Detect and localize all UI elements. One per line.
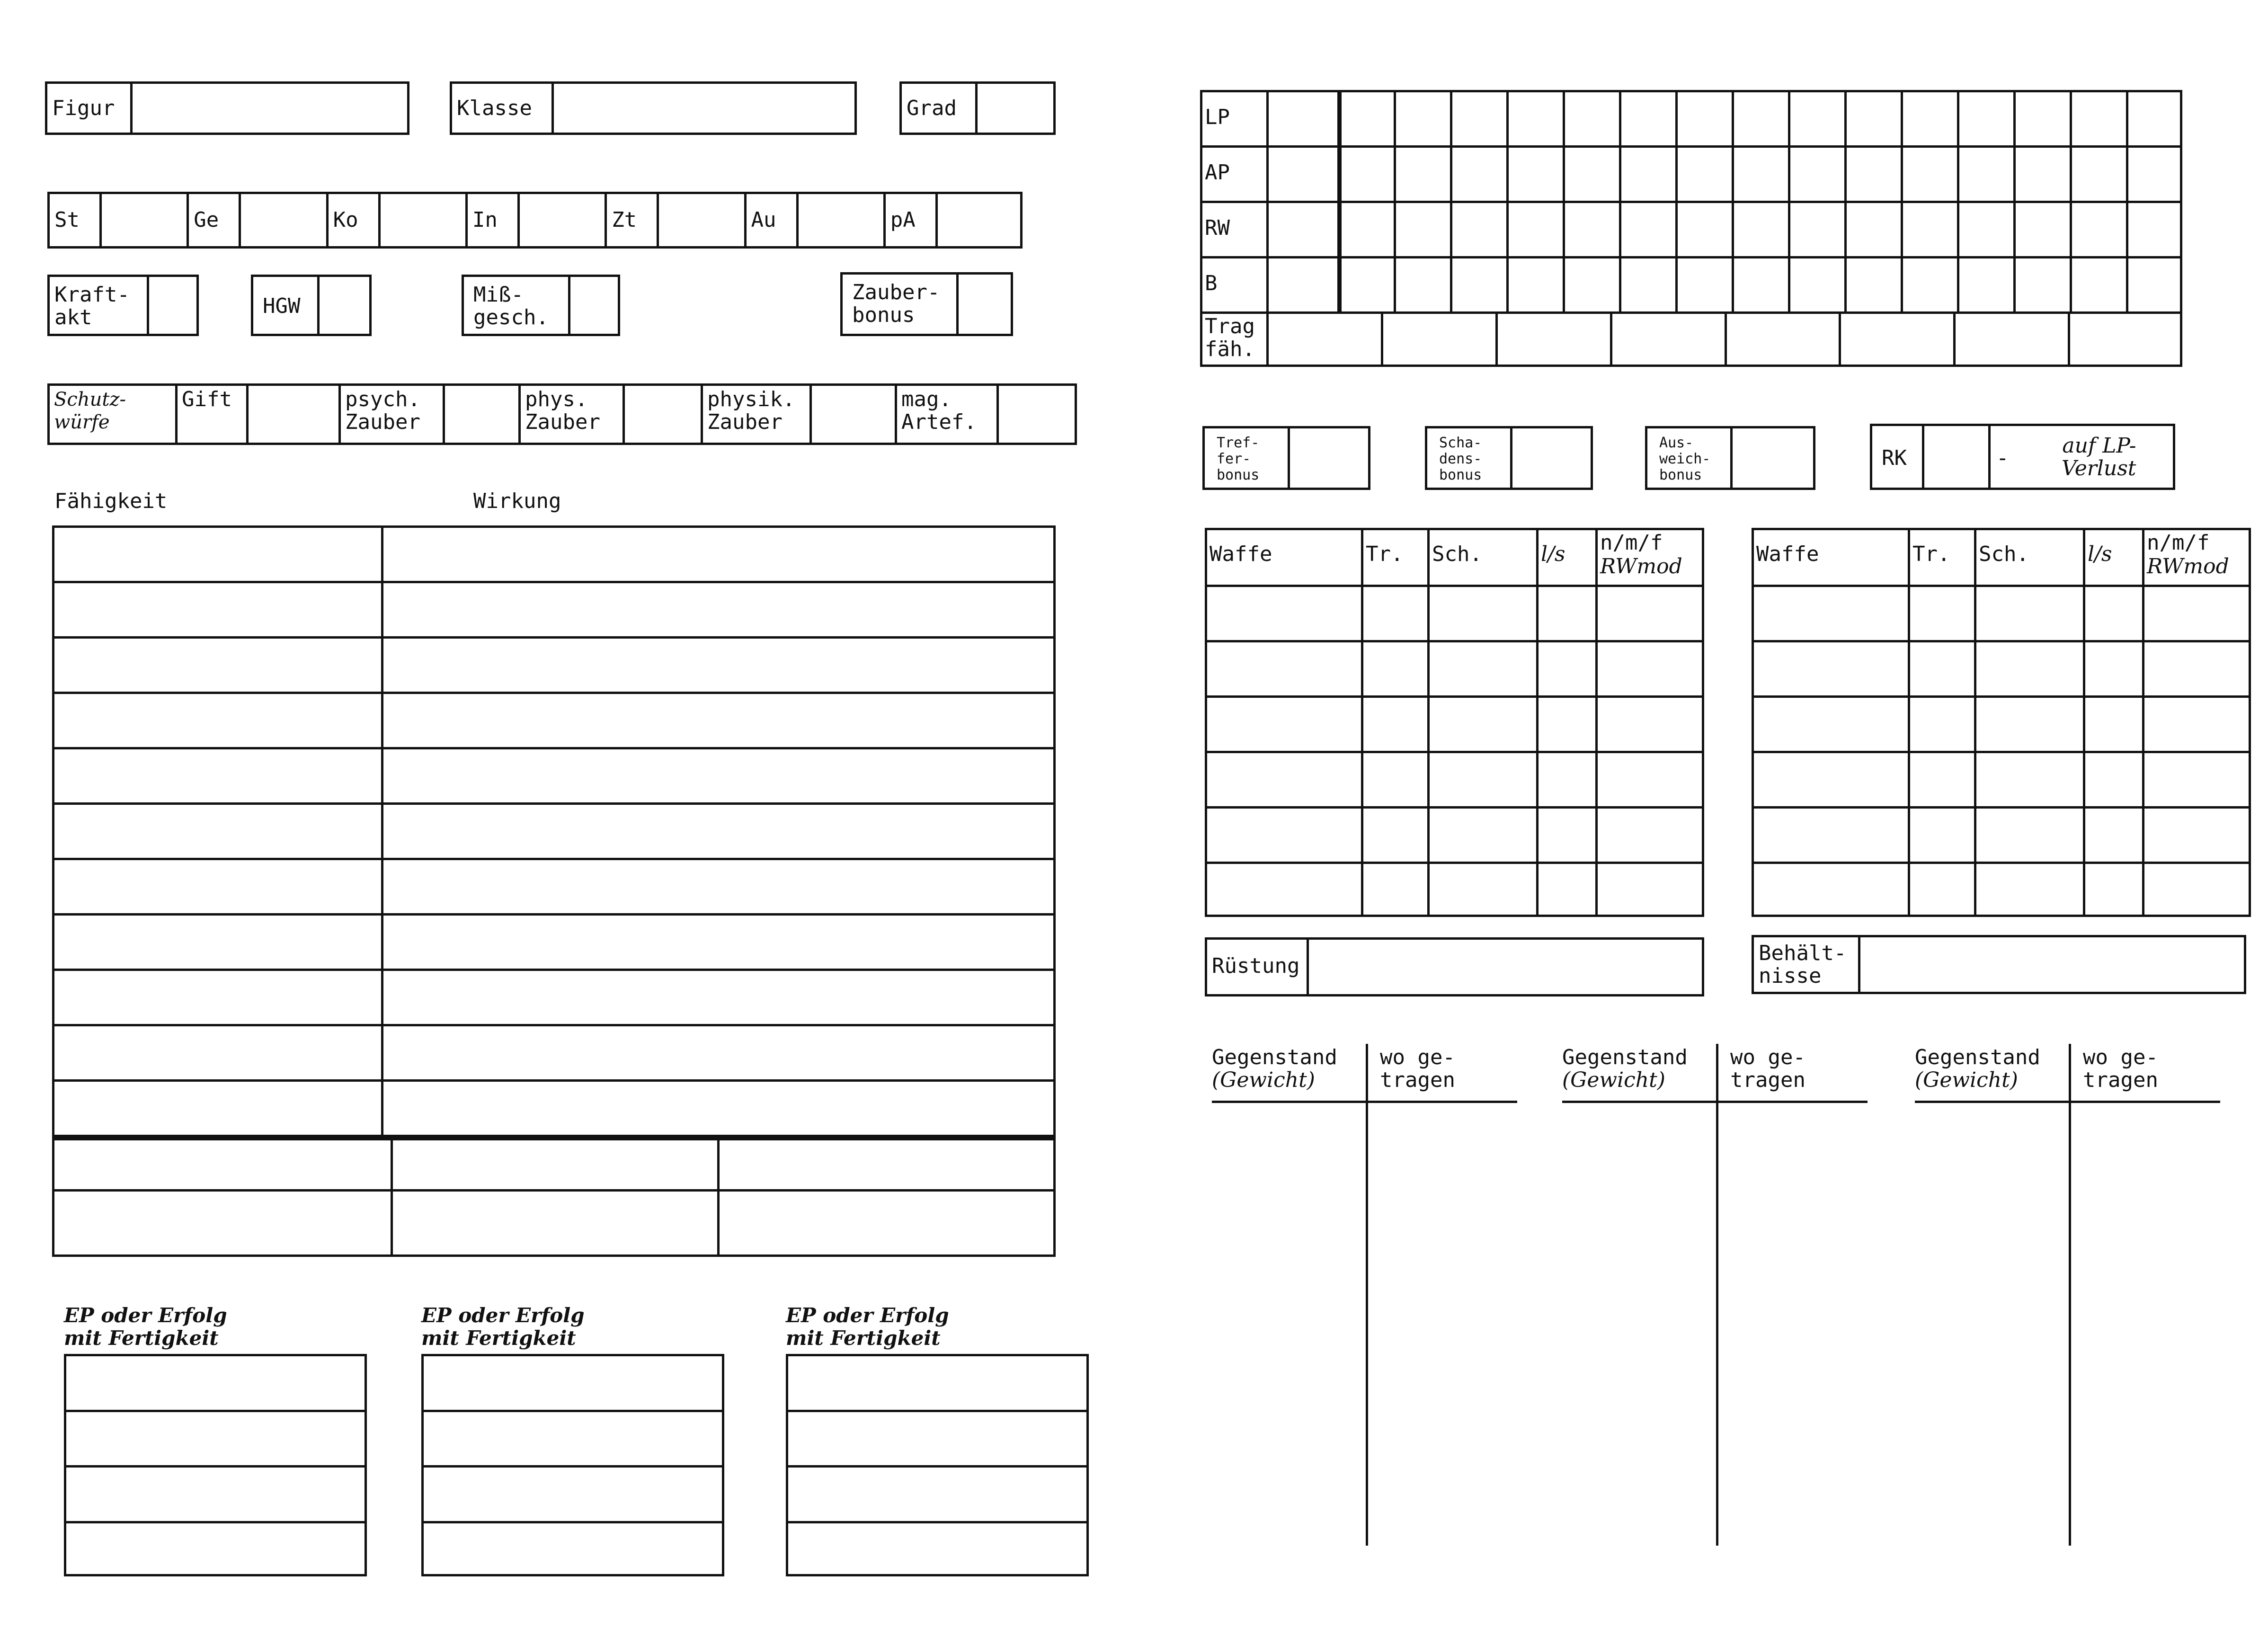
row-line [1752, 806, 2251, 809]
weapon-cell[interactable] [1754, 864, 1905, 914]
weapon-cell[interactable] [1208, 643, 1358, 693]
ausweichbonus-field[interactable] [1645, 426, 1815, 490]
stat-value[interactable] [1269, 314, 1335, 365]
weapon-cell[interactable] [1754, 643, 1905, 693]
row-line [421, 1521, 724, 1523]
weapon-cell[interactable] [1598, 754, 1701, 803]
divider [1732, 90, 1734, 311]
row-line [1205, 862, 1704, 864]
weapon-cell[interactable] [1598, 643, 1701, 693]
row-line [1205, 695, 1704, 698]
save-value-mag-artef[interactable] [999, 383, 1075, 445]
divider [1288, 428, 1290, 488]
divider [605, 192, 607, 249]
divider [1394, 90, 1396, 311]
ep-label: EP oder Erfolg mit Fertigkeit [786, 1304, 949, 1350]
row-line [64, 1521, 367, 1523]
stat-value[interactable] [1269, 258, 1335, 309]
attribute-value-au[interactable] [799, 192, 881, 249]
weapon-col-waffe: Waffe [1756, 542, 1819, 566]
figur-label: Figur [52, 96, 115, 120]
row-line [1200, 311, 2182, 314]
weapon-col-nmf: n/m/f [2147, 531, 2210, 555]
stat-label: B [1205, 271, 1218, 295]
inv-wo-getragen-label: wo ge- tragen [2083, 1045, 2158, 1092]
skill-effect-cell[interactable] [384, 749, 1052, 801]
divider [1307, 940, 1309, 994]
weapon-cell[interactable] [1364, 864, 1424, 914]
skill-effect-cell[interactable] [384, 528, 1052, 579]
inv-gegenstand-label: Gegenstand [1212, 1045, 1337, 1069]
inv-gegenstand-label: Gegenstand [1562, 1045, 1688, 1069]
weapon-col-sch: Sch. [1979, 542, 2029, 566]
col-effect-header: Wirkung [473, 489, 561, 513]
weapon-cell[interactable] [1539, 698, 1592, 748]
divider [1619, 90, 1621, 311]
save-label-psych-zauber: psych. Zauber [345, 387, 420, 434]
divider [175, 383, 178, 445]
divider [1381, 311, 1383, 367]
save-label-physik-zauber: physik. Zauber [707, 387, 795, 434]
row-line [786, 1465, 1089, 1468]
divider [381, 525, 383, 1137]
weapon-cell[interactable] [2086, 864, 2139, 914]
attribute-label: Ge [194, 208, 219, 232]
inv-wo-getragen-label: wo ge- tragen [1380, 1045, 1455, 1092]
weapon-cell[interactable] [1208, 698, 1358, 748]
divider [391, 1135, 393, 1257]
stat-value[interactable] [1269, 92, 1335, 143]
divider [2070, 90, 2072, 311]
skill-ability-cell[interactable] [54, 1026, 379, 1078]
inv-wo-getragen-label: wo ge- tragen [1730, 1045, 1806, 1092]
attribute-value-ge[interactable] [241, 192, 323, 249]
divider [2068, 311, 2070, 367]
divider [568, 277, 570, 334]
divider [1788, 90, 1790, 311]
zauberbonus-label: Zauber- bonus [852, 280, 940, 327]
kraftakt-label: Kraft- akt [54, 283, 130, 329]
weapon-cell[interactable] [1911, 809, 1971, 859]
col-ability-header: Fähigkeit [54, 489, 168, 513]
skill-ability-cell[interactable] [54, 916, 379, 967]
skill-ability-cell[interactable] [54, 694, 379, 746]
weapon-cell[interactable] [1977, 809, 2080, 859]
stat-label: AP [1205, 160, 1230, 185]
skill-ability-cell[interactable] [54, 971, 379, 1023]
divider [1922, 426, 1924, 488]
row-line [421, 1465, 724, 1468]
weapon-cell[interactable] [1754, 809, 1905, 859]
row-line [1205, 751, 1704, 753]
row-line [1200, 256, 2182, 258]
skill-effect-cell[interactable] [384, 1026, 1052, 1078]
skill-ability-cell[interactable] [54, 860, 379, 912]
weapon-cell[interactable] [1430, 809, 1533, 859]
attribute-value-pa[interactable] [938, 192, 1020, 249]
klasse-label: Klasse [457, 96, 532, 120]
divider [1337, 90, 1342, 311]
divider [1957, 90, 1959, 311]
weapon-cell[interactable] [1754, 698, 1905, 748]
divider [1366, 1044, 1368, 1546]
divider [2069, 1044, 2071, 1546]
weapon-cell[interactable] [2086, 587, 2139, 637]
divider [326, 192, 329, 249]
skill-effect-cell[interactable] [384, 639, 1052, 690]
attribute-label: pA [890, 208, 916, 232]
divider [1988, 426, 1991, 488]
weapon-cell[interactable] [1430, 698, 1533, 748]
rk-label: RK [1882, 446, 1907, 470]
weapon-cell[interactable] [1539, 864, 1592, 914]
inv-item-column[interactable] [1562, 1105, 1713, 1541]
divider [1610, 311, 1612, 367]
divider [1839, 311, 1841, 367]
ep-entry[interactable] [789, 1524, 1086, 1575]
weapon-cell[interactable] [1539, 643, 1592, 693]
weapon-cell[interactable] [1539, 754, 1592, 803]
save-value-phys-zauber[interactable] [625, 383, 698, 445]
divider [1858, 937, 1860, 992]
weapon-cell[interactable] [1911, 864, 1971, 914]
divider [1953, 311, 1956, 367]
weapon-cell[interactable] [1208, 864, 1358, 914]
rk-field[interactable] [1870, 424, 2175, 490]
ep-label: EP oder Erfolg mit Fertigkeit [64, 1304, 227, 1350]
attribute-value-in[interactable] [520, 192, 602, 249]
zauberbonus-field[interactable] [840, 272, 1013, 336]
missgeschick-label: Miß- gesch. [473, 283, 549, 329]
weapon-cell[interactable] [1364, 809, 1424, 859]
lp-loss-label: auf LP- Verlust [2062, 434, 2136, 480]
ruestung-label: Rüstung [1212, 954, 1300, 978]
row-line [1205, 640, 1704, 642]
weapon-col-sch: Sch. [1432, 542, 1482, 566]
skill-ability-cell[interactable] [54, 528, 379, 579]
weapon-cell[interactable] [1364, 698, 1424, 748]
skill-effect-cell[interactable] [384, 916, 1052, 967]
divider [883, 192, 886, 249]
extra-cell[interactable] [394, 1192, 715, 1240]
ep-entry[interactable] [424, 1524, 721, 1575]
weapon-col-rwmod: RWmod [2147, 554, 2229, 578]
weapon-cell[interactable] [2145, 587, 2248, 637]
skill-effect-cell[interactable] [384, 694, 1052, 746]
divider [1450, 90, 1452, 311]
extra-cell[interactable] [394, 1140, 715, 1188]
row-line [52, 1189, 1056, 1192]
attribute-label: Zt [612, 208, 637, 232]
attribute-value-st[interactable] [102, 192, 184, 249]
ep-label: EP oder Erfolg mit Fertigkeit [421, 1304, 585, 1350]
divider [338, 383, 341, 445]
weapon-cell[interactable] [2145, 864, 2248, 914]
row-line [1200, 145, 2182, 148]
weapon-cell[interactable] [1208, 587, 1358, 637]
rk-dash: - [1996, 446, 2009, 470]
weapon-cell[interactable] [1430, 587, 1533, 637]
inv-gewicht-label: (Gewicht) [1212, 1068, 1315, 1092]
row-line [1752, 640, 2251, 642]
save-value-psych-zauber[interactable] [445, 383, 516, 445]
weapon-cell[interactable] [1598, 587, 1701, 637]
weapon-col-tr: Tr. [1366, 542, 1404, 566]
inv-gewicht-label: (Gewicht) [1562, 1068, 1665, 1092]
divider [1730, 428, 1733, 488]
row-line [64, 1465, 367, 1468]
inv-location-column[interactable] [1370, 1105, 1517, 1541]
grad-label: Grad [907, 96, 957, 120]
grad-field[interactable] [899, 81, 1056, 135]
behaeltnisse-field[interactable] [1752, 935, 2246, 994]
schadensbonus-label: Scha- dens- bonus [1439, 435, 1482, 483]
weapon-cell[interactable] [1911, 698, 1971, 748]
trefferbonus-label: Tref- fer- bonus [1217, 435, 1260, 483]
row-line [786, 1521, 1089, 1523]
inv-gewicht-label: (Gewicht) [1915, 1068, 2018, 1092]
weapon-cell[interactable] [1977, 754, 2080, 803]
weapon-cell[interactable] [2086, 698, 2139, 748]
weapon-cell[interactable] [1430, 643, 1533, 693]
weapon-cell[interactable] [2145, 754, 2248, 803]
extra-cell[interactable] [54, 1140, 388, 1188]
weapon-cell[interactable] [1430, 864, 1533, 914]
row-line [1205, 806, 1704, 809]
save-label-gift: Gift [182, 387, 232, 411]
row-line [1752, 585, 2251, 587]
weapon-cell[interactable] [2086, 643, 2139, 693]
divider [1725, 311, 1727, 367]
inv-gegenstand-label: Gegenstand [1915, 1045, 2040, 1069]
divider [317, 277, 320, 334]
save-label-schutzwuerfe: Schutz- würfe [54, 389, 126, 433]
divider [975, 84, 978, 133]
weapon-cell[interactable] [1208, 754, 1358, 803]
weapon-cell[interactable] [1598, 698, 1701, 748]
ep-entry[interactable] [67, 1357, 364, 1408]
divider [1510, 428, 1512, 488]
stat-label: LP [1205, 105, 1230, 129]
weapon-col-rwmod: RWmod [1600, 554, 1682, 578]
divider [551, 84, 554, 133]
stats-grid [1200, 90, 2182, 367]
inv-location-column[interactable] [1721, 1105, 1868, 1541]
divider [147, 277, 149, 334]
ep-entry[interactable] [67, 1468, 364, 1519]
attribute-value-ko[interactable] [381, 192, 463, 249]
divider [1563, 90, 1565, 311]
extra-cell[interactable] [54, 1192, 388, 1240]
weapon-cell[interactable] [1364, 643, 1424, 693]
missgeschick-field[interactable] [462, 275, 620, 336]
skill-ability-cell[interactable] [54, 583, 379, 635]
divider [130, 84, 133, 133]
weapon-cell[interactable] [1539, 587, 1592, 637]
divider [465, 192, 468, 249]
extra-cell[interactable] [720, 1192, 1052, 1240]
inv-item-column[interactable] [1212, 1105, 1362, 1541]
weapon-col-ls: l/s [2088, 542, 2112, 566]
weapon-cell[interactable] [1754, 754, 1905, 803]
weapon-cell[interactable] [1911, 587, 1971, 637]
attribute-value-zt[interactable] [659, 192, 741, 249]
attribute-label: Ko [333, 208, 358, 232]
inv-item-column[interactable] [1915, 1105, 2065, 1541]
weapon-col-waffe: Waffe [1210, 542, 1272, 566]
stat-value[interactable] [1269, 148, 1335, 198]
weapon-cell[interactable] [2145, 809, 2248, 859]
divider [2126, 90, 2128, 311]
ep-entry[interactable] [789, 1468, 1086, 1519]
ruestung-field[interactable] [1205, 937, 1704, 996]
skill-effect-cell[interactable] [384, 583, 1052, 635]
weapon-cell[interactable] [1977, 698, 2080, 748]
ep-entry[interactable] [789, 1413, 1086, 1464]
ep-entry[interactable] [67, 1413, 364, 1464]
ep-entry[interactable] [789, 1357, 1086, 1408]
row-line [1752, 862, 2251, 864]
row-line [1212, 1101, 1517, 1103]
ep-entry[interactable] [67, 1524, 364, 1575]
row-line [1200, 201, 2182, 203]
row-line [1205, 585, 1704, 587]
weapon-cell[interactable] [1539, 809, 1592, 859]
weapon-col-ls: l/s [1541, 542, 1565, 566]
divider [518, 383, 521, 445]
skill-ability-cell[interactable] [54, 749, 379, 801]
divider [187, 192, 189, 249]
divider [895, 383, 897, 445]
weapon-cell[interactable] [1430, 754, 1533, 803]
row-line [421, 1410, 724, 1412]
row-line [1562, 1101, 1868, 1103]
row-line [1915, 1101, 2220, 1103]
weapon-cell[interactable] [1911, 643, 1971, 693]
weapon-cell[interactable] [1977, 643, 2080, 693]
row-line [64, 1410, 367, 1412]
skill-effect-cell[interactable] [384, 860, 1052, 912]
hgw-field[interactable] [251, 275, 372, 336]
row-line [786, 1410, 1089, 1412]
divider [744, 192, 747, 249]
extra-cell[interactable] [720, 1140, 1052, 1188]
attribute-label: St [54, 208, 80, 232]
divider [1506, 90, 1509, 311]
weapon-cell[interactable] [2145, 698, 2248, 748]
thick-divider [52, 1135, 1056, 1140]
weapon-cell[interactable] [2145, 643, 2248, 693]
weapon-cell[interactable] [1977, 864, 2080, 914]
ep-entry[interactable] [424, 1357, 721, 1408]
divider [1675, 90, 1678, 311]
kraftakt-field[interactable] [47, 275, 199, 336]
divider [1495, 311, 1498, 367]
skill-effect-cell[interactable] [384, 971, 1052, 1023]
weapon-cell[interactable] [2086, 809, 2139, 859]
ausweichbonus-label: Aus- weich- bonus [1659, 435, 1711, 483]
klasse-field[interactable] [450, 81, 857, 135]
behaeltnisse-label: Behält- nisse [1759, 941, 1847, 988]
weapon-cell[interactable] [1208, 809, 1358, 859]
inv-location-column[interactable] [2073, 1105, 2220, 1541]
weapon-cell[interactable] [1598, 809, 1701, 859]
weapon-col-nmf: n/m/f [1600, 531, 1663, 555]
skill-effect-cell[interactable] [384, 805, 1052, 856]
divider [1716, 1044, 1718, 1546]
skill-effect-cell[interactable] [384, 1082, 1052, 1133]
weapon-cell[interactable] [1364, 754, 1424, 803]
save-label-mag-artef: mag. Artef. [901, 387, 977, 434]
divider [1901, 90, 1903, 311]
divider [2013, 90, 2016, 311]
figur-field[interactable] [45, 81, 409, 135]
weapon-cell[interactable] [1754, 587, 1905, 637]
skill-ability-cell[interactable] [54, 1082, 379, 1133]
weapon-cell[interactable] [1911, 754, 1971, 803]
skill-ability-cell[interactable] [54, 639, 379, 690]
weapon-cell[interactable] [1598, 864, 1701, 914]
ep-entry[interactable] [424, 1413, 721, 1464]
weapon-cell[interactable] [2086, 754, 2139, 803]
divider [717, 1135, 720, 1257]
skill-ability-cell[interactable] [54, 805, 379, 856]
save-value-physik-zauber[interactable] [812, 383, 892, 445]
weapon-col-tr: Tr. [1912, 542, 1950, 566]
trefferbonus-field[interactable] [1202, 426, 1370, 490]
attribute-label: In [472, 208, 498, 232]
stat-label: Trag fäh. [1205, 314, 1255, 361]
hgw-label: HGW [263, 294, 301, 318]
attribute-label: Au [751, 208, 776, 232]
stat-label: RW [1205, 216, 1230, 240]
divider [1844, 90, 1847, 311]
save-value-gift[interactable] [249, 383, 336, 445]
stat-value[interactable] [1269, 203, 1335, 254]
save-label-phys-zauber: phys. Zauber [525, 387, 600, 434]
weapon-cell[interactable] [1977, 587, 2080, 637]
divider [701, 383, 703, 445]
weapon-cell[interactable] [1364, 587, 1424, 637]
divider [956, 275, 959, 334]
ep-entry[interactable] [424, 1468, 721, 1519]
schadensbonus-field[interactable] [1425, 426, 1593, 490]
row-line [1752, 695, 2251, 698]
row-line [1752, 751, 2251, 753]
